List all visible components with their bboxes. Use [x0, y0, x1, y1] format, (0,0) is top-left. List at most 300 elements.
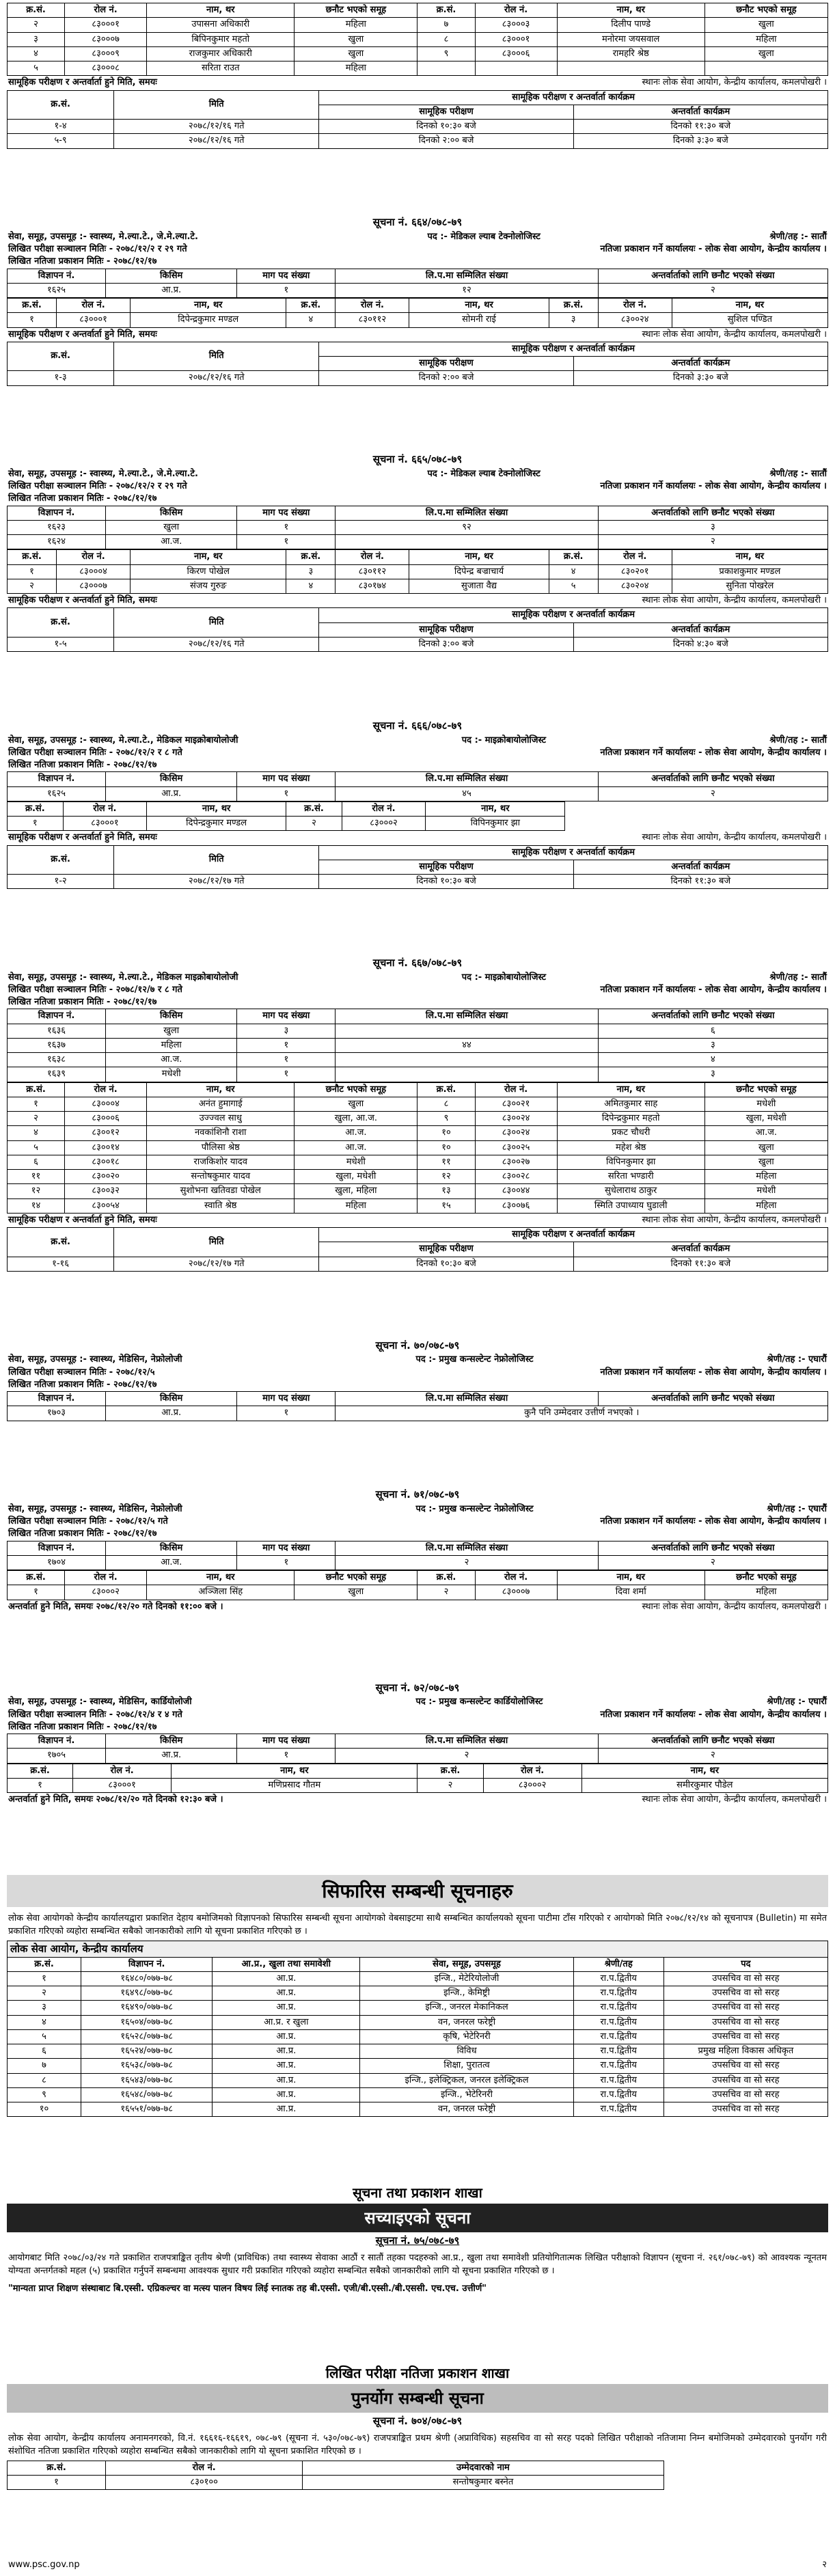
office-heading: लोक सेवा आयोग, केन्द्रीय कार्यालय: [7, 1941, 828, 1957]
table-cell: दिलीप पाण्डे: [557, 18, 704, 32]
notice-71: [7, 1486, 828, 1614]
table-cell: सन्तोषकुमार यादव: [147, 1170, 295, 1184]
table-cell: ८३००५४: [65, 1198, 147, 1213]
table-cell: [557, 61, 704, 76]
col-sn: क्र.सं.: [8, 299, 57, 313]
table-cell: मणिप्रसाद गौतम: [172, 1778, 418, 1792]
table-cell: खुला, मधेशी: [295, 1170, 418, 1184]
table-cell: इन्जि., जनरल मेकानिकल: [360, 2001, 573, 2015]
table-cell: रा.प.द्वितीय: [573, 1971, 663, 1986]
venue-text: स्थानः लोक सेवा आयोग, केन्द्रीय कार्यालय, कमलपोखरी ।: [642, 77, 827, 88]
table-cell: ४: [549, 564, 598, 579]
col-roll: रोल नं.: [483, 1764, 581, 1778]
notice-666: [7, 717, 828, 890]
column-header: क्र.सं.: [8, 1957, 81, 1971]
table-cell: खुला, मधेशी: [704, 1112, 827, 1126]
table-cell: आ.प्र.: [106, 1749, 237, 1763]
table-cell: ८३०००४: [65, 1097, 147, 1111]
table-cell: ८३००२८: [475, 1170, 557, 1184]
table-cell: खुला: [295, 46, 418, 61]
table-row: [8, 1053, 828, 1067]
col-roll: रोल नं.: [342, 801, 425, 816]
table-cell: ८३०११२: [336, 564, 409, 579]
col-kisim: किसिम: [106, 506, 237, 520]
table-cell: १: [237, 1749, 336, 1763]
table-cell: २: [418, 1778, 483, 1792]
table-cell: २: [336, 1749, 598, 1763]
result-publish-date: लिखित नतिजा प्रकाशन मितिः - २०७८/१२/१७: [8, 760, 157, 771]
table-row: [8, 46, 828, 61]
table-cell: ८३००३२: [65, 1184, 147, 1198]
table-cell: २०७८/१२/१६ गते: [114, 637, 319, 651]
notice-title: सूचना नं. ७०/०७८-७९: [375, 1339, 460, 1352]
table-cell: १: [8, 313, 57, 327]
col-kisim: किसिम: [106, 1392, 237, 1406]
table-row: [8, 1024, 828, 1038]
service-group: सेवा, समूह, उपसमूह :- स्वास्थ्य, मे.ल्या.टे., मेडिकल माइक्रोबायोलोजी: [8, 735, 238, 745]
table-cell: महिला: [704, 1585, 827, 1600]
table-header-row: [8, 2461, 664, 2475]
table-cell: २०७८/१२/१७ गते: [114, 1257, 319, 1271]
col-adv: विज्ञापन नं.: [8, 269, 106, 283]
col-group-test: सामूहिक परीक्षण: [319, 860, 573, 874]
top-candidate-table: [7, 3, 828, 76]
table-cell: खुला: [106, 1024, 237, 1038]
table-cell: स्वाति श्रेष्ठ: [147, 1198, 295, 1213]
col-date: मिति: [114, 90, 319, 120]
table-row: [8, 2475, 664, 2489]
table-cell: १६५५१/०७७-७८: [81, 2102, 213, 2117]
table-cell: ९: [8, 2087, 81, 2102]
table-cell: अञ्जिला सिंह: [147, 1585, 295, 1600]
schedule-rows: [8, 1257, 828, 1271]
table-row: [8, 1585, 828, 1600]
notice-title: सूचना नं. ६६४/०७८-७९: [372, 216, 463, 229]
table-cell: रा.प.द्वितीय: [573, 2102, 663, 2117]
table-cell: ३: [8, 32, 65, 46]
col-sn: क्र.सं.: [8, 1228, 114, 1257]
table-cell: १: [8, 564, 57, 579]
table-cell: ८३००२१: [475, 1097, 557, 1111]
advert-kisim: आ.प्र.: [106, 1406, 237, 1421]
table-cell: १६५२८/०७७-७८: [81, 2029, 213, 2044]
col-kisim: किसिम: [106, 1541, 237, 1555]
correction-banner: सच्याइएको सूचना: [7, 2204, 828, 2232]
level: श्रेणी/तह :- सातौं: [769, 468, 827, 479]
table-cell: ३: [598, 1038, 827, 1052]
advert-table: [7, 771, 828, 801]
table-cell: ९२: [336, 520, 598, 534]
table-cell: ८३०१७४: [336, 579, 409, 593]
table-row: [8, 875, 828, 889]
table-cell: १: [8, 1097, 65, 1111]
table-cell: सुनिता पोखरेल: [672, 579, 827, 593]
candidate-rows: [8, 1097, 828, 1213]
table-cell: संजय गुरुङ: [131, 579, 286, 593]
advert-rows: [8, 1024, 828, 1082]
col-written-count: लि.प.मा सम्मिलित संख्या: [336, 1541, 598, 1555]
col-sn: क्र.सं.: [8, 1764, 73, 1778]
col-adv: विज्ञापन नं.: [8, 1734, 106, 1749]
candidate-table: [7, 298, 828, 328]
notice-title: सूचना नं. ६६५/०७८-७९: [372, 453, 463, 466]
table-cell: आ.प्र.: [213, 2044, 360, 2059]
column-header: उम्मेदवारको नाम: [303, 2461, 663, 2475]
table-cell: ७: [418, 18, 475, 32]
table-cell: आ.ज.: [106, 1555, 237, 1570]
table-cell: ९: [418, 46, 475, 61]
table-cell: खुला: [704, 1140, 827, 1155]
col-group-test: सामूहिक परीक्षण: [319, 357, 573, 371]
table-cell: २: [8, 1986, 81, 2001]
table-cell: प्रकाशकुमार मण्डल: [672, 564, 827, 579]
table-cell: इन्जि., भेटेरिनरी: [360, 2087, 573, 2102]
col-roll: रोल नं.: [336, 299, 409, 313]
written-exam-date: लिखित परीक्षा सञ्चालन मितिः - २०७८/१२/७ र ८ गते: [8, 984, 182, 995]
table-cell: प्रमुख महिला विकास अधिकृत: [663, 2044, 827, 2059]
table-cell: १२: [418, 1170, 475, 1184]
notice-70: [7, 1337, 828, 1421]
col-roll: रोल नं.: [57, 299, 131, 313]
table-cell: ८३००२५: [475, 1140, 557, 1155]
table-cell: महिला: [106, 1038, 237, 1052]
table-cell: महिला: [704, 1198, 827, 1213]
table-cell: ६: [8, 1155, 65, 1169]
col-posts: माग पद संख्या: [237, 269, 336, 283]
table-cell: रा.प.द्वितीय: [573, 2073, 663, 2087]
col-group-test: सामूहिक परीक्षण: [319, 105, 573, 119]
candidate-table: [7, 1082, 828, 1214]
table-cell: २: [598, 786, 827, 801]
table-row: [8, 1257, 828, 1271]
post-name: पद :- प्रमुख कन्सल्टेन्ट नेफ्रोलोजिस्ट: [415, 1503, 534, 1514]
table-row: [8, 564, 828, 579]
table-row: [8, 579, 828, 593]
result-publish-date: लिखित नतिजा प्रकाशन मितिः - २०७८/१२/१७: [8, 1379, 157, 1390]
table-cell: इन्जि., इलेक्ट्रिकल, जनरल इलेक्ट्रिकल: [360, 2073, 573, 2087]
table-cell: आ.प्र.: [213, 2073, 360, 2087]
table-row: [8, 61, 828, 76]
col-roll: रोल नं.: [57, 550, 131, 564]
table-row: [8, 1038, 828, 1052]
table-cell: १६२५: [8, 786, 106, 801]
col-name: नाम, थर: [409, 550, 549, 564]
venue-text: स्थानः लोक सेवा आयोग, केन्द्रीय कार्यालय, कमलपोखरी ।: [642, 1214, 827, 1225]
table-cell: ८३००२०: [65, 1170, 147, 1184]
table-row: [8, 1170, 828, 1184]
table-cell: आ.ज.: [106, 535, 237, 549]
table-cell: वन, जनरल फरेष्ट्री: [360, 2015, 573, 2029]
table-cell: ८३०००३: [475, 18, 557, 32]
notice-72: [7, 1680, 828, 1807]
service-group: सेवा, समूह, उपसमूह :- स्वास्थ्य, मे.ल्या.टे., मेडिकल माइक्रोबायोलोजी: [8, 972, 238, 983]
col-date: मिति: [114, 1228, 319, 1257]
table-row: [8, 1112, 828, 1126]
venue-text: स्थानः लोक सेवा आयोग, केन्द्रीय कार्यालय, कमलपोखरी ।: [642, 1794, 827, 1805]
col-roll: रोल नं.: [65, 1571, 147, 1585]
column-header: क्र.सं.: [8, 2461, 106, 2475]
table-cell: १: [8, 817, 64, 831]
candidate-rows: [8, 564, 828, 594]
page-number: २: [822, 2559, 827, 2570]
table-cell: १६४८०/०७७-७८: [81, 1971, 213, 1986]
table-row: [8, 1155, 828, 1169]
col-schedule-head: सामूहिक परीक्षण र अन्तर्वार्ता कार्यक्रम: [319, 608, 828, 622]
table-cell: उज्ज्वल साधु: [147, 1112, 295, 1126]
table-cell: ९: [418, 1112, 475, 1126]
table-cell: उपसचिव वा सो सरह: [663, 2102, 827, 2117]
col-date: मिति: [114, 608, 319, 638]
table-cell: आ.प्र.: [213, 2029, 360, 2044]
candidate-table: [7, 1570, 828, 1600]
table-cell: मधेशी: [295, 1155, 418, 1169]
table-cell: [418, 61, 475, 76]
schedule-table: [7, 845, 828, 890]
table-cell: बिपिनकुमार महतो: [147, 32, 295, 46]
table-cell: दिनको ३:०० बजे: [319, 637, 573, 651]
table-header-row: [8, 1957, 828, 1971]
table-cell: १-२: [8, 875, 114, 889]
col-sn: क्र.सं.: [286, 299, 336, 313]
table-row: [8, 1971, 828, 1986]
post-name: पद :- मेडिकल ल्याब टेक्नोलोजिस्ट: [427, 231, 540, 242]
top-candidates: [7, 3, 828, 149]
table-cell: उपसचिव वा सो सरह: [663, 2073, 827, 2087]
table-row: [8, 2044, 828, 2059]
table-row: [8, 313, 828, 327]
result-office: नतिजा प्रकाशन गर्ने कार्यालयः - लोक सेवा आयोग, केन्द्रीय कार्यालय ।: [600, 1709, 827, 1720]
table-cell: १: [237, 283, 336, 297]
table-row: [8, 2015, 828, 2029]
col-group: छनौट भएको समूह: [295, 1082, 418, 1097]
top-candidate-rows: [8, 18, 828, 76]
table-cell: १४: [8, 1198, 65, 1213]
written-exam-date: लिखित परीक्षा सञ्चालन मितिः - २०७८/१२/५ गते: [8, 1516, 168, 1527]
table-cell: खुला: [704, 1155, 827, 1169]
table-cell: २: [598, 1749, 827, 1763]
notice-title: सूचना नं. ६६७/०७८-७९: [372, 956, 463, 969]
col-schedule-head: सामूहिक परीक्षण र अन्तर्वार्ता कार्यक्रम: [319, 1228, 828, 1242]
col-roll: रोल नं.: [63, 801, 146, 816]
table-cell: स्मिति उपाध्याय घुडाली: [557, 1198, 704, 1213]
rejoin-banner: पुनर्योग सम्बन्धी सूचना: [7, 2384, 828, 2413]
table-cell: १६३६: [8, 1024, 106, 1038]
table-cell: ४५: [336, 786, 598, 801]
table-cell: २: [418, 1585, 475, 1600]
col-sn: क्र.सं.: [418, 3, 475, 18]
table-cell: ३: [237, 1024, 336, 1038]
col-selected-count: अन्तर्वार्ताको लागि छनौट भएको संख्या: [598, 1009, 827, 1024]
advert-number: १७०३: [8, 1406, 106, 1421]
written-exam-date: लिखित परीक्षा सञ्चालन मितिः - २०७८/१२/४ र ४ गते: [8, 1709, 182, 1720]
col-group: छनौट भएको समूह: [295, 3, 418, 18]
col-roll: रोल नं.: [598, 299, 672, 313]
col-roll: रोल नं.: [73, 1764, 172, 1778]
table-cell: ८३००४४: [475, 1184, 557, 1198]
table-row: [8, 371, 828, 385]
advert-table: [7, 1734, 828, 1764]
table-row: [8, 1097, 828, 1111]
table-cell: ८३०२०१: [598, 564, 672, 579]
table-row: [8, 2073, 828, 2087]
table-cell: ३: [286, 564, 336, 579]
candidate-table: [7, 1764, 828, 1794]
table-row: [8, 2029, 828, 2044]
table-cell: १६४९८/०७७-७८: [81, 1986, 213, 2001]
table-cell: सुशोभना खतिवडा पोखेल: [147, 1184, 295, 1198]
table-cell: १२: [8, 1184, 65, 1198]
column-header: सेवा, समूह, उपसमूह: [360, 1957, 573, 1971]
col-group: छनौट भएको समूह: [704, 1082, 827, 1097]
advert-table: [7, 1541, 828, 1571]
table-cell: उपासना अधिकारी: [147, 18, 295, 32]
table-cell: रा.प.द्वितीय: [573, 2029, 663, 2044]
table-cell: ५: [8, 1140, 65, 1155]
schedule-table: [7, 607, 828, 652]
table-cell: ५-९: [8, 134, 114, 148]
table-cell: ८३०००१: [57, 313, 131, 327]
schedule-line: [7, 76, 828, 90]
table-cell: उपसचिव वा सो सरह: [663, 1986, 827, 2001]
table-cell: ३: [549, 313, 598, 327]
table-cell: विपिनकुमार झा: [426, 817, 565, 831]
col-written-count: लि.प.मा सम्मिलित संख्या: [336, 1392, 598, 1406]
col-selected-count: अन्तर्वार्ताको लागि छनौट भएको संख्या: [598, 1541, 827, 1555]
table-cell: दिनको २:०० बजे: [319, 371, 573, 385]
table-cell: १२: [336, 283, 598, 297]
schedule-rows: [8, 637, 828, 651]
level: श्रेणी/तह :- सातौं: [769, 972, 827, 983]
col-name: नाम, थर: [557, 3, 704, 18]
col-sn: क्र.सं.: [418, 1764, 483, 1778]
table-row: [8, 1126, 828, 1140]
table-cell: १: [237, 1038, 336, 1052]
table-cell: ८३०००२: [342, 817, 425, 831]
result-publish-date: लिखित नतिजा प्रकाशन मितिः - २०७८/१२/१७: [8, 997, 157, 1008]
col-written-count: लि.प.मा सम्मिलित संख्या: [336, 506, 598, 520]
table-cell: १०: [418, 1126, 475, 1140]
column-header: विज्ञापन नं.: [81, 1957, 213, 1971]
advert-rows: [8, 283, 828, 297]
result-office: नतिजा प्रकाशन गर्ने कार्यालयः - लोक सेवा आयोग, केन्द्रीय कार्यालय ।: [600, 984, 827, 995]
recommendation-intro: लोक सेवा आयोगको केन्द्रीय कार्यालयद्वारा प्रकाशित देहाय बमोजिमको विज्ञापनको सिफारिस सम्बन्धी सूचना आयोगको वेबसाइटमा साथै सम्बन्धित कार्यालयको सूचना पाटीमा टाँस गरिएको र आयोगको मिति २०७८/१२/१४ को सूचनापत्र (Bulletin) मा समेत प्रकाशित गरिएको व्यहोरा सम्बन्धित सबैको जानकारीको लागि यो सूचना प्रकाशित गरिएको छ ।: [8, 1913, 827, 1937]
table-row: [8, 2102, 828, 2117]
candidate-rows: [8, 817, 565, 831]
advert-rows: [8, 1555, 828, 1570]
result-office: नतिजा प्रकाशन गर्ने कार्यालयः - लोक सेवा आयोग, केन्द्रीय कार्यालय ।: [600, 1367, 827, 1378]
table-cell: २: [598, 1555, 827, 1570]
table-cell: १: [237, 535, 336, 549]
table-cell: आ.प्र.: [213, 1971, 360, 1986]
col-sn: क्र.सं.: [8, 1571, 65, 1585]
col-sn: क्र.सं.: [8, 550, 57, 564]
notice-title: सूचना नं. ७२/०७८-७९: [375, 1681, 460, 1694]
written-exam-date: लिखित परीक्षा सञ्चालन मितिः - २०७८/१२/२ र २९ गते: [8, 481, 187, 492]
table-cell: ८३०००१: [65, 18, 147, 32]
table-row: [8, 1555, 828, 1570]
post-name: पद :- माइक्रोबायोलोजिस्ट: [461, 735, 547, 745]
table-cell: १५: [418, 1198, 475, 1213]
table-cell: १६५२४/०७७-७८: [81, 2044, 213, 2059]
table-cell: २: [8, 1112, 65, 1126]
table-cell: खुला, आ.ज.: [295, 1112, 418, 1126]
table-cell: १-३: [8, 371, 114, 385]
table-cell: शिक्षा, पुरातत्व: [360, 2059, 573, 2073]
table-cell: ७: [8, 2059, 81, 2073]
table-cell: प्रकट चौधरी: [557, 1126, 704, 1140]
table-cell: ८३०१००: [106, 2475, 303, 2489]
table-cell: ८३०११२: [336, 313, 409, 327]
notice-665: [7, 451, 828, 652]
table-row: [8, 535, 828, 549]
table-cell: ८: [8, 2073, 81, 2087]
col-written-count: लि.प.मा सम्मिलित संख्या: [336, 1734, 598, 1749]
table-cell: मधेशी: [704, 1184, 827, 1198]
table-cell: १३: [418, 1184, 475, 1198]
col-adv: विज्ञापन नं.: [8, 772, 106, 786]
notice-title: सूचना नं. ७०४/०७८-७९: [372, 2414, 463, 2427]
schedule-label: सामूहिक परीक्षण र अन्तर्वार्ता हुने मिति, समयः: [8, 832, 157, 843]
col-sn: क्र.सं.: [549, 550, 598, 564]
col-sn: क्र.सं.: [418, 1082, 475, 1097]
table-cell: १६२३: [8, 520, 106, 534]
col-interview: अन्तर्वार्ता कार्यक्रम: [573, 105, 827, 119]
col-name: नाम, थर: [147, 801, 286, 816]
table-cell: २०७८/१२/१६ गते: [114, 134, 319, 148]
advert-rows: [8, 520, 828, 549]
col-sn: क्र.सं.: [286, 801, 342, 816]
table-cell: उपसचिव वा सो सरह: [663, 2059, 827, 2073]
candidate-rows: [8, 1778, 828, 1792]
table-cell: विविध: [360, 2044, 573, 2059]
table-cell: ८३०००६: [65, 1112, 147, 1126]
col-adv: विज्ञापन नं.: [8, 1009, 106, 1024]
service-group: सेवा, समूह, उपसमूह :- स्वास्थ्य, मे.ल्या.टे., जे.मे.ल्या.टे.: [8, 231, 198, 242]
schedule-rows: [8, 875, 828, 889]
table-cell: १: [8, 2475, 106, 2489]
table-cell: १६५४३/०७७-७८: [81, 2073, 213, 2087]
table-cell: आ.प्र.: [213, 1986, 360, 2001]
table-row: [8, 2001, 828, 2015]
table-cell: २: [336, 1555, 598, 1570]
table-cell: १६२४: [8, 535, 106, 549]
table-row: [8, 786, 828, 801]
candidate-rows: [8, 1585, 828, 1600]
col-sn: क्र.सं.: [286, 550, 336, 564]
table-cell: ८३०००७: [65, 32, 147, 46]
table-cell: ८३०००२: [65, 1585, 147, 1600]
footer-url[interactable]: www.psc.gov.np: [8, 2559, 80, 2570]
table-cell: रामहरि श्रेष्ठ: [557, 46, 704, 61]
col-selected-count: अन्तर्वार्ताको लागि छनौट भएको संख्या: [598, 506, 827, 520]
table-cell: दिपेन्द्रकुमार मण्डल: [147, 817, 286, 831]
table-cell: [336, 1024, 598, 1038]
table-cell: १६५४८/०७७-७८: [81, 2087, 213, 2102]
schedule-rows: [8, 371, 828, 385]
rejoin-rows: [8, 2475, 664, 2489]
table-cell: २: [286, 817, 342, 831]
table-cell: दिनको १०:३० बजे: [319, 120, 573, 134]
table-cell: [336, 1067, 598, 1082]
recommendation-section: [7, 1872, 828, 2118]
table-cell: १-४: [8, 120, 114, 134]
table-cell: आ.ज.: [295, 1126, 418, 1140]
column-header: आ.प्र., खुला तथा समावेशी: [213, 1957, 360, 1971]
correction-quote: "मान्यता प्राप्त शिक्षण संस्थाबाट बि.एस्सी. एग्रिकल्चर वा मत्स्य पालन विषय लिई स्नातक तह बी.एस्सी. एजी/बी.एस्सी./बी.एससी. एच.एच. उत्तीर्ण": [8, 2283, 487, 2294]
table-cell: महिला: [295, 61, 418, 76]
table-cell: ८३०२०४: [598, 579, 672, 593]
table-cell: ८३०००६: [475, 46, 557, 61]
